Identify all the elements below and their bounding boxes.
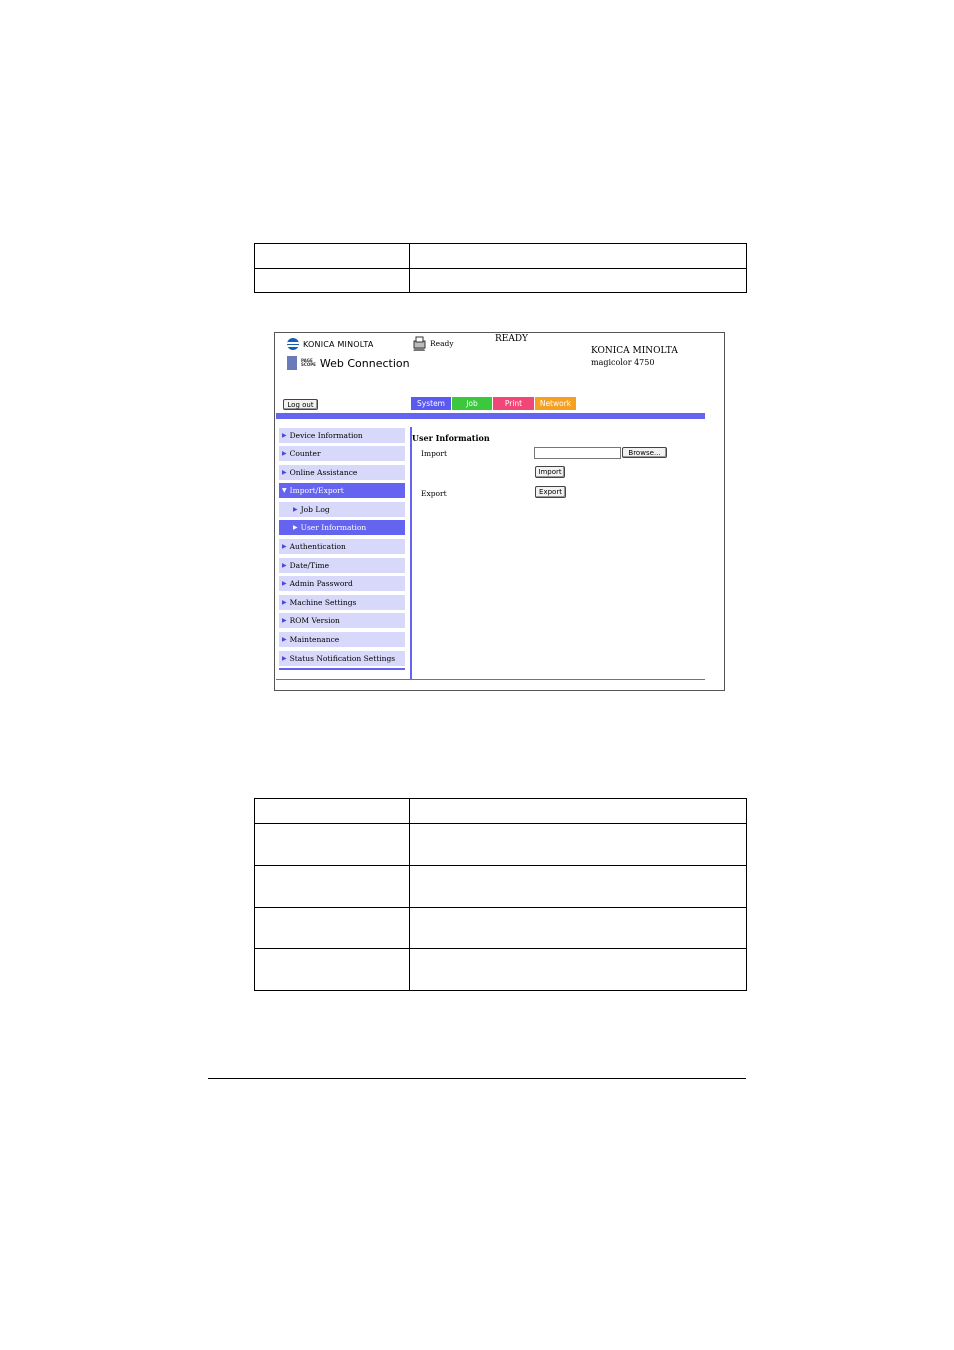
table-cell	[255, 799, 410, 824]
konica-minolta-logo	[287, 338, 374, 350]
sidebar-bottom-divider	[279, 668, 405, 670]
sidebar-item-label: Counter	[289, 449, 321, 458]
sidebar-item-job-log[interactable]	[279, 502, 405, 517]
sidebar-item-date-time[interactable]	[279, 558, 405, 573]
device-model: magicolor 4750	[591, 358, 655, 367]
sidebar-item-online-assistance[interactable]	[279, 465, 405, 480]
table-row	[255, 269, 747, 293]
sidebar-item-user-information[interactable]	[279, 520, 405, 535]
sidebar-item-rom-version[interactable]	[279, 613, 405, 628]
table-cell	[255, 824, 410, 866]
sidebar-item-label: Maintenance	[289, 635, 340, 644]
arrow-right-icon: ▶	[282, 655, 287, 662]
status-small-text: Ready	[430, 339, 454, 348]
sidebar-item-machine-settings[interactable]	[279, 595, 405, 610]
table-row	[255, 866, 747, 908]
table-cell	[255, 866, 410, 908]
footer-rule	[208, 1078, 746, 1079]
sidebar-item-label: Status Notification Settings	[289, 654, 396, 663]
table-cell	[410, 866, 747, 908]
printer-status-icon	[412, 335, 427, 351]
import-label: Import	[421, 449, 447, 458]
sidebar-item-label: Online Assistance	[289, 468, 358, 477]
pagescope-logo-icon	[287, 356, 297, 370]
arrow-right-icon: ▶	[282, 580, 287, 587]
table-cell	[410, 799, 747, 824]
table-row	[255, 949, 747, 991]
table-cell	[410, 824, 747, 866]
sidebar-item-label: Import/Export	[289, 486, 344, 495]
sidebar-item-status-notification-settings[interactable]	[279, 651, 405, 666]
sidebar	[275, 419, 411, 679]
arrow-right-icon: ▶	[282, 432, 287, 439]
bottom-table	[254, 798, 747, 991]
table-cell	[410, 244, 747, 269]
arrow-down-icon: ▼	[282, 487, 287, 494]
pagescope-text-bottom: SCOPE	[301, 362, 316, 367]
sidebar-item-maintenance[interactable]	[279, 632, 405, 647]
sidebar-vertical-divider	[410, 427, 412, 679]
arrow-right-icon: ▶	[282, 469, 287, 476]
arrow-right-icon: ▶	[282, 636, 287, 643]
sidebar-item-label: Job Log	[300, 505, 330, 514]
top-table	[254, 243, 747, 293]
table-cell	[410, 949, 747, 991]
logout-button[interactable]: Log out	[283, 399, 318, 410]
sidebar-item-label: Admin Password	[289, 579, 353, 588]
sidebar-item-import-export[interactable]	[279, 483, 405, 498]
pagescope-logo	[287, 356, 410, 370]
arrow-right-icon: ▶	[282, 599, 287, 606]
table-row	[255, 824, 747, 866]
sidebar-item-admin-password[interactable]	[279, 576, 405, 591]
sidebar-item-label: Machine Settings	[289, 598, 357, 607]
sidebar-item-label: Authentication	[289, 542, 346, 551]
table-cell	[255, 269, 410, 293]
browse-button[interactable]: Browse...	[622, 447, 667, 458]
arrow-right-icon: ▶	[293, 506, 298, 513]
arrow-right-icon: ▶	[293, 524, 298, 531]
section-title: User Information	[412, 433, 490, 443]
sidebar-item-authentication[interactable]	[279, 539, 405, 554]
sidebar-item-counter[interactable]	[279, 446, 405, 461]
table-row	[255, 908, 747, 949]
arrow-right-icon: ▶	[282, 562, 287, 569]
sidebar-item-label: User Information	[300, 523, 367, 532]
table-row	[255, 799, 747, 824]
export-label: Export	[421, 489, 447, 498]
table-row	[255, 244, 747, 269]
sidebar-item-device-information[interactable]	[279, 428, 405, 443]
table-cell	[255, 949, 410, 991]
table-cell	[255, 244, 410, 269]
sidebar-item-label: ROM Version	[289, 616, 340, 625]
web-connection-screenshot	[274, 332, 725, 691]
pagescope-text-top: PAGE	[301, 357, 313, 363]
device-brand: KONICA MINOLTA	[591, 346, 678, 356]
export-button[interactable]: Export	[535, 486, 566, 498]
sidebar-item-label: Device Information	[289, 431, 363, 440]
import-button[interactable]: Import	[535, 466, 565, 478]
tab-network[interactable]: Network	[535, 397, 576, 410]
web-connection-title: Web Connection	[319, 356, 410, 370]
import-file-input[interactable]	[534, 447, 621, 459]
arrow-right-icon: ▶	[282, 543, 287, 550]
footer-divider	[276, 679, 705, 680]
arrow-right-icon: ▶	[282, 617, 287, 624]
brand-text: KONICA MINOLTA	[303, 339, 374, 349]
tab-system[interactable]: System	[411, 397, 451, 410]
table-cell	[410, 908, 747, 949]
table-cell	[255, 908, 410, 949]
tab-job[interactable]: Job	[452, 397, 492, 410]
status-big-text: READY	[495, 334, 529, 344]
arrow-right-icon: ▶	[282, 450, 287, 457]
tab-print[interactable]: Print	[493, 397, 534, 410]
konica-minolta-logo-icon	[287, 338, 299, 350]
sidebar-item-label: Date/Time	[289, 561, 330, 570]
table-cell	[410, 269, 747, 293]
